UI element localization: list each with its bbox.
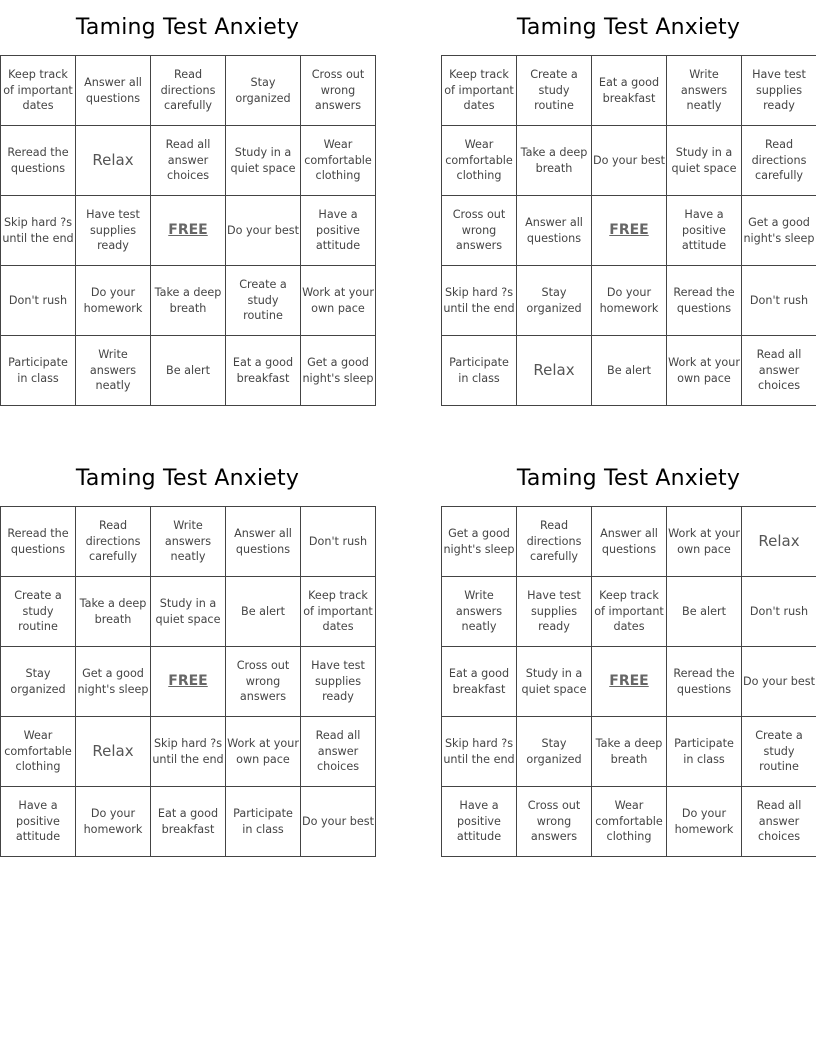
bingo-cell: Answer all questions <box>76 56 151 126</box>
bingo-grid <box>441 506 816 857</box>
bingo-cell: Write answers neatly <box>667 56 742 126</box>
bingo-cell: Eat a good breakfast <box>151 787 226 857</box>
bingo-cell: Study in a quiet space <box>151 577 226 647</box>
bingo-cell: Do your homework <box>76 787 151 857</box>
free-space: FREE <box>592 647 667 717</box>
bingo-cell: Reread the questions <box>1 126 76 196</box>
bingo-cell: Get a good night's sleep <box>76 647 151 717</box>
bingo-cell: Keep track of important dates <box>301 577 376 647</box>
bingo-cell: Work at your own pace <box>667 336 742 406</box>
bingo-cell: Do your best <box>742 647 816 717</box>
bingo-cell: Do your best <box>226 196 301 266</box>
bingo-cell: Reread the questions <box>1 507 76 577</box>
free-space: FREE <box>151 647 226 717</box>
card-title: Taming Test Anxiety <box>75 466 300 491</box>
bingo-cell: Stay organized <box>517 266 592 336</box>
bingo-cell: Skip hard ?s until the end <box>442 717 517 787</box>
bingo-cell: Be alert <box>226 577 301 647</box>
bingo-cell: Skip hard ?s until the end <box>151 717 226 787</box>
bingo-cell: Write answers neatly <box>76 336 151 406</box>
bingo-cell: Participate in class <box>1 336 76 406</box>
bingo-cell: Get a good night's sleep <box>742 196 816 266</box>
bingo-cell: Answer all questions <box>592 507 667 577</box>
bingo-cell: Do your homework <box>667 787 742 857</box>
bingo-cell: Participate in class <box>442 336 517 406</box>
bingo-cell: Wear comfortable clothing <box>592 787 667 857</box>
bingo-cell: Have a positive attitude <box>667 196 742 266</box>
bingo-cell: Relax <box>76 717 151 787</box>
bingo-grid <box>0 55 376 406</box>
bingo-cell: Cross out wrong answers <box>517 787 592 857</box>
bingo-cell: Have test supplies ready <box>301 647 376 717</box>
bingo-cell: Do your best <box>592 126 667 196</box>
bingo-card-3 <box>0 451 375 857</box>
bingo-cell: Take a deep breath <box>517 126 592 196</box>
bingo-cell: Read all answer choices <box>742 787 816 857</box>
bingo-cell: Wear comfortable clothing <box>301 126 376 196</box>
bingo-cell: Have a positive attitude <box>301 196 376 266</box>
bingo-cell: Wear comfortable clothing <box>1 717 76 787</box>
bingo-cell: Don't rush <box>742 577 816 647</box>
bingo-cell: Stay organized <box>517 717 592 787</box>
bingo-cell: Eat a good breakfast <box>226 336 301 406</box>
bingo-cell: Get a good night's sleep <box>442 507 517 577</box>
bingo-cell: Reread the questions <box>667 647 742 717</box>
bingo-cell: Participate in class <box>226 787 301 857</box>
bingo-cell: Relax <box>742 507 816 577</box>
bingo-cell: Eat a good breakfast <box>442 647 517 717</box>
bingo-cell: Read directions carefully <box>517 507 592 577</box>
bingo-cell: Keep track of important dates <box>1 56 76 126</box>
bingo-cell: Don't rush <box>301 507 376 577</box>
bingo-cell: Wear comfortable clothing <box>442 126 517 196</box>
bingo-cell: Relax <box>76 126 151 196</box>
bingo-cell: Skip hard ?s until the end <box>1 196 76 266</box>
bingo-cell: Read directions carefully <box>742 126 816 196</box>
bingo-cell: Be alert <box>592 336 667 406</box>
bingo-cell: Be alert <box>667 577 742 647</box>
bingo-cell: Read all answer choices <box>151 126 226 196</box>
bingo-cell: Have test supplies ready <box>517 577 592 647</box>
bingo-card-4 <box>441 451 816 857</box>
bingo-cell: Write answers neatly <box>151 507 226 577</box>
bingo-cell: Answer all questions <box>226 507 301 577</box>
bingo-cell: Do your homework <box>76 266 151 336</box>
bingo-grid <box>441 55 816 406</box>
bingo-cell: Have test supplies ready <box>742 56 816 126</box>
bingo-grid <box>0 506 376 857</box>
bingo-cell: Read all answer choices <box>301 717 376 787</box>
bingo-cell: Don't rush <box>1 266 76 336</box>
bingo-cell: Be alert <box>151 336 226 406</box>
bingo-cell: Read directions carefully <box>76 507 151 577</box>
free-space: FREE <box>151 196 226 266</box>
bingo-cell: Have a positive attitude <box>1 787 76 857</box>
bingo-cell: Create a study routine <box>226 266 301 336</box>
bingo-cell: Have test supplies ready <box>76 196 151 266</box>
bingo-cell: Study in a quiet space <box>517 647 592 717</box>
card-title: Taming Test Anxiety <box>516 15 741 40</box>
bingo-cell: Keep track of important dates <box>442 56 517 126</box>
bingo-cell: Create a study routine <box>517 56 592 126</box>
bingo-cell: Have a positive attitude <box>442 787 517 857</box>
bingo-cell: Answer all questions <box>517 196 592 266</box>
bingo-cell: Take a deep breath <box>151 266 226 336</box>
bingo-cell: Take a deep breath <box>592 717 667 787</box>
bingo-cell: Cross out wrong answers <box>442 196 517 266</box>
free-space: FREE <box>592 196 667 266</box>
card-title: Taming Test Anxiety <box>516 466 741 491</box>
bingo-cell: Keep track of important dates <box>592 577 667 647</box>
bingo-cell: Work at your own pace <box>301 266 376 336</box>
bingo-cell: Create a study routine <box>742 717 816 787</box>
bingo-cell: Work at your own pace <box>667 507 742 577</box>
bingo-cell: Do your homework <box>592 266 667 336</box>
bingo-cell: Participate in class <box>667 717 742 787</box>
bingo-cell: Study in a quiet space <box>667 126 742 196</box>
bingo-cell: Cross out wrong answers <box>301 56 376 126</box>
bingo-cell: Stay organized <box>1 647 76 717</box>
bingo-cell: Read directions carefully <box>151 56 226 126</box>
bingo-cell: Read all answer choices <box>742 336 816 406</box>
card-title: Taming Test Anxiety <box>75 15 300 40</box>
bingo-cell: Create a study routine <box>1 577 76 647</box>
bingo-cell: Skip hard ?s until the end <box>442 266 517 336</box>
bingo-cell: Cross out wrong answers <box>226 647 301 717</box>
bingo-cell: Study in a quiet space <box>226 126 301 196</box>
bingo-card-2 <box>441 0 816 406</box>
bingo-cell: Eat a good breakfast <box>592 56 667 126</box>
bingo-cell: Stay organized <box>226 56 301 126</box>
bingo-cell: Write answers neatly <box>442 577 517 647</box>
bingo-cell: Get a good night's sleep <box>301 336 376 406</box>
bingo-cell: Take a deep breath <box>76 577 151 647</box>
bingo-cell: Reread the questions <box>667 266 742 336</box>
bingo-cell: Do your best <box>301 787 376 857</box>
bingo-cell: Don't rush <box>742 266 816 336</box>
bingo-cell: Relax <box>517 336 592 406</box>
bingo-cell: Work at your own pace <box>226 717 301 787</box>
bingo-card-1 <box>0 0 375 406</box>
